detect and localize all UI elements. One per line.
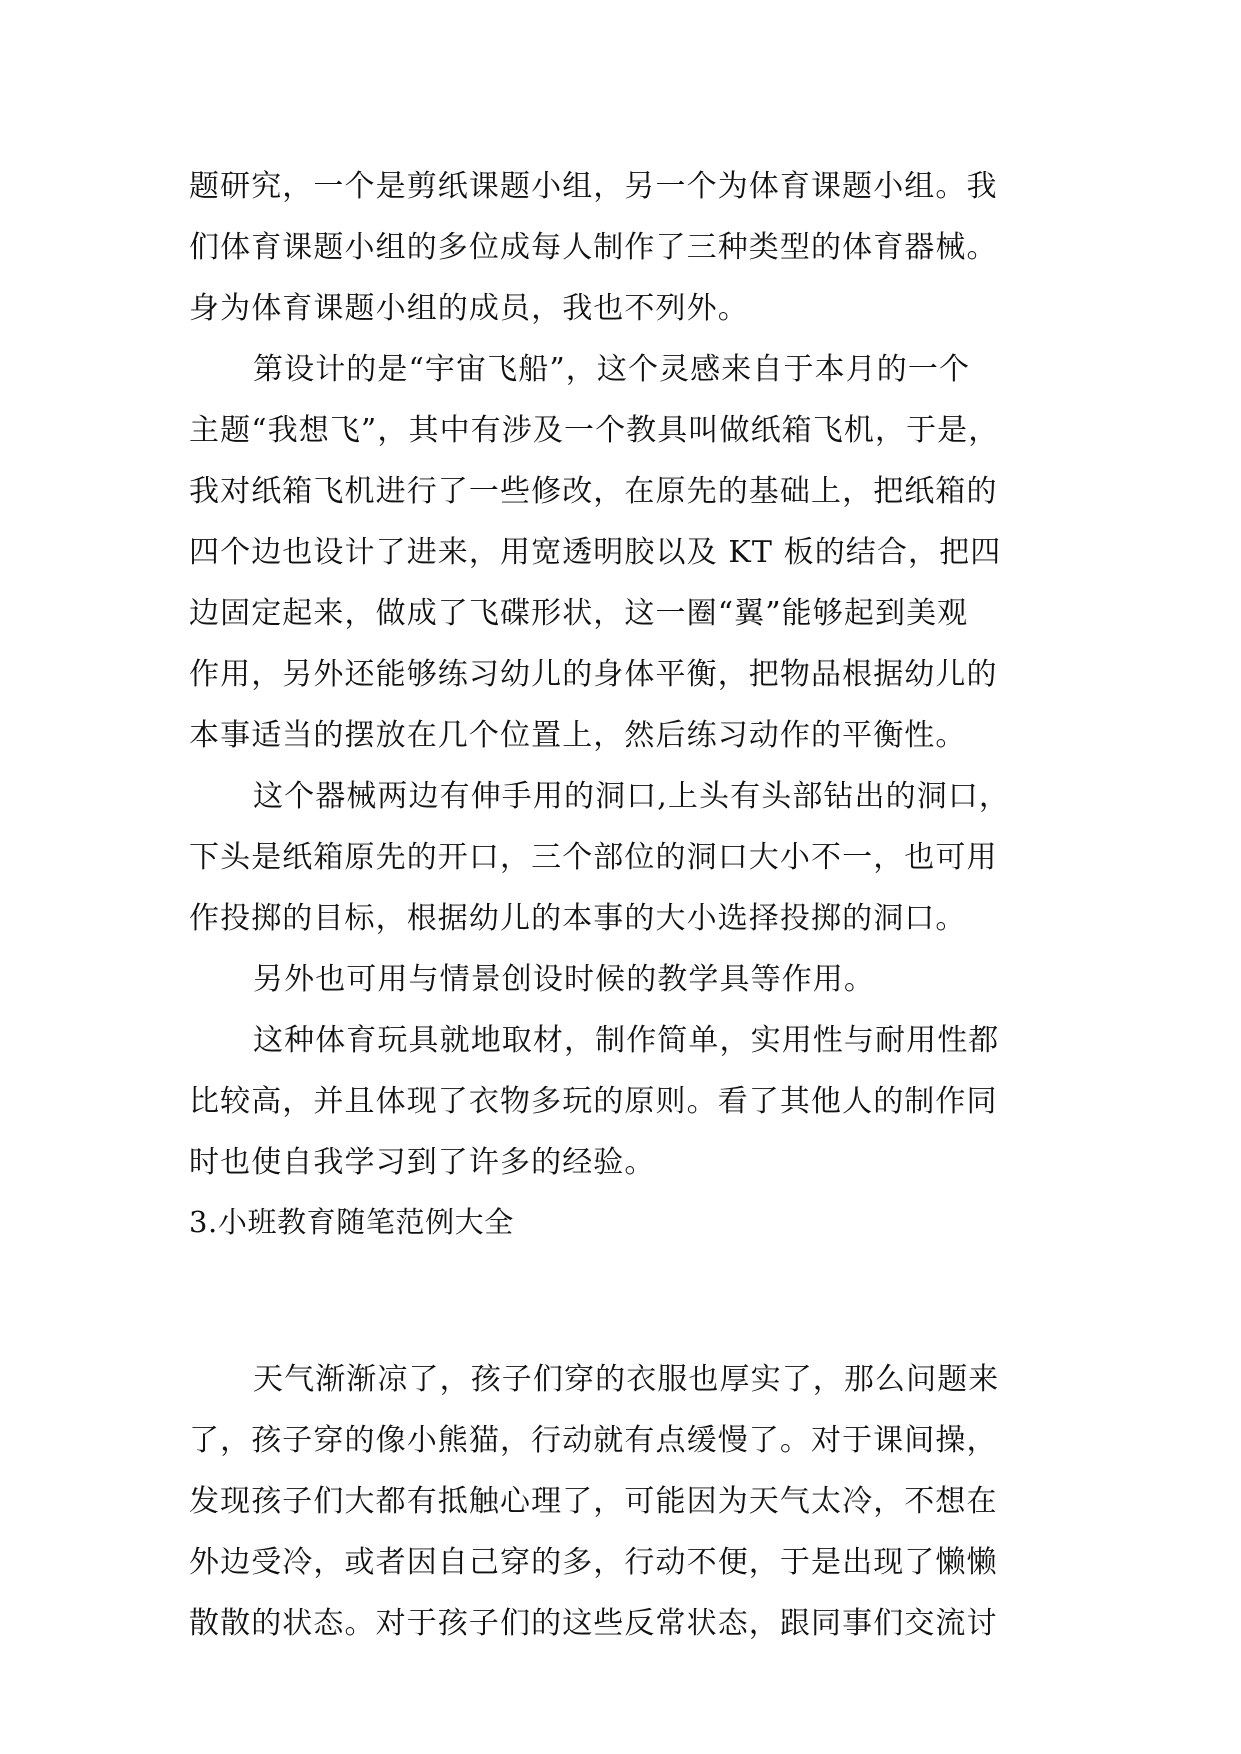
paragraph-continuation (189, 156, 1049, 339)
text-line: 作用，另外还能够练习幼儿的身体平衡，把物品根据幼儿的 (189, 657, 998, 692)
text-line: 们体育课题小组的多位成每人制作了三种类型的体育器械。 (189, 230, 998, 265)
text-line: 四个边也设计了进来，用宽透明胶以及 KT 板的结合，把四 (189, 535, 1002, 570)
text-line: 题研究，一个是剪纸课题小组，另一个为体育课题小组。我 (189, 169, 998, 204)
paragraph-openings (189, 766, 1049, 949)
section-heading: 3.小班教育随笔范例大全 (189, 1205, 514, 1239)
text-line: 下头是纸箱原先的开口，三个部位的洞口大小不一，也可用 (189, 840, 998, 875)
text-line: 发现孩子们大都有抵触心理了，可能因为天气太冷，不想在 (189, 1484, 998, 1519)
text-line: 边固定起来，做成了飞碟形状，这一圈“翼”能够起到美观 (189, 596, 969, 631)
text-line: 这种体育玩具就地取材，制作简单，实用性与耐用性都 (253, 1023, 1000, 1058)
paragraph-spaceship-design (189, 339, 1049, 766)
text-line: 我对纸箱飞机进行了一些修改，在原先的基础上，把纸箱的 (189, 474, 998, 509)
text-line: 第设计的是“宇宙飞船”，这个灵感来自于本月的一个 (253, 352, 971, 387)
text-line: 另外也可用与情景创设时候的教学具等作用。 (253, 962, 875, 997)
text-line: 天气渐渐凉了，孩子们穿的衣服也厚实了，那么问题来 (253, 1362, 1000, 1397)
paragraph-weather (189, 1349, 1049, 1654)
text-line: 身为体育课题小组的成员，我也不列外。 (189, 291, 749, 326)
paragraph-summary (189, 1010, 1049, 1193)
text-line: 主题“我想飞”，其中有涉及一个教具叫做纸箱飞机，于是， (189, 413, 1000, 448)
text-line: 本事适当的摆放在几个位置上，然后练习动作的平衡性。 (189, 718, 967, 753)
blank-gap (189, 1252, 1049, 1349)
text-line: 比较高，并且体现了衣物多玩的原则。看了其他人的制作同 (189, 1084, 998, 1119)
document-page (189, 156, 1049, 1654)
paragraph-other-uses (189, 949, 1049, 1010)
text-line: 作投掷的目标，根据幼儿的本事的大小选择投掷的洞口。 (189, 901, 967, 936)
text-line: 时也使自我学习到了许多的经验。 (189, 1145, 656, 1180)
text-line: 这个器械两边有伸手用的洞口,上头有头部钻出的洞口， (253, 779, 1011, 814)
text-line: 了，孩子穿的像小熊猫，行动就有点缓慢了。对于课间操， (189, 1423, 998, 1458)
text-line: 散散的状态。对于孩子们的这些反常状态，跟同事们交流讨 (189, 1606, 998, 1641)
text-line: 外边受冷，或者因自己穿的多，行动不便，于是出现了懒懒 (189, 1545, 998, 1580)
